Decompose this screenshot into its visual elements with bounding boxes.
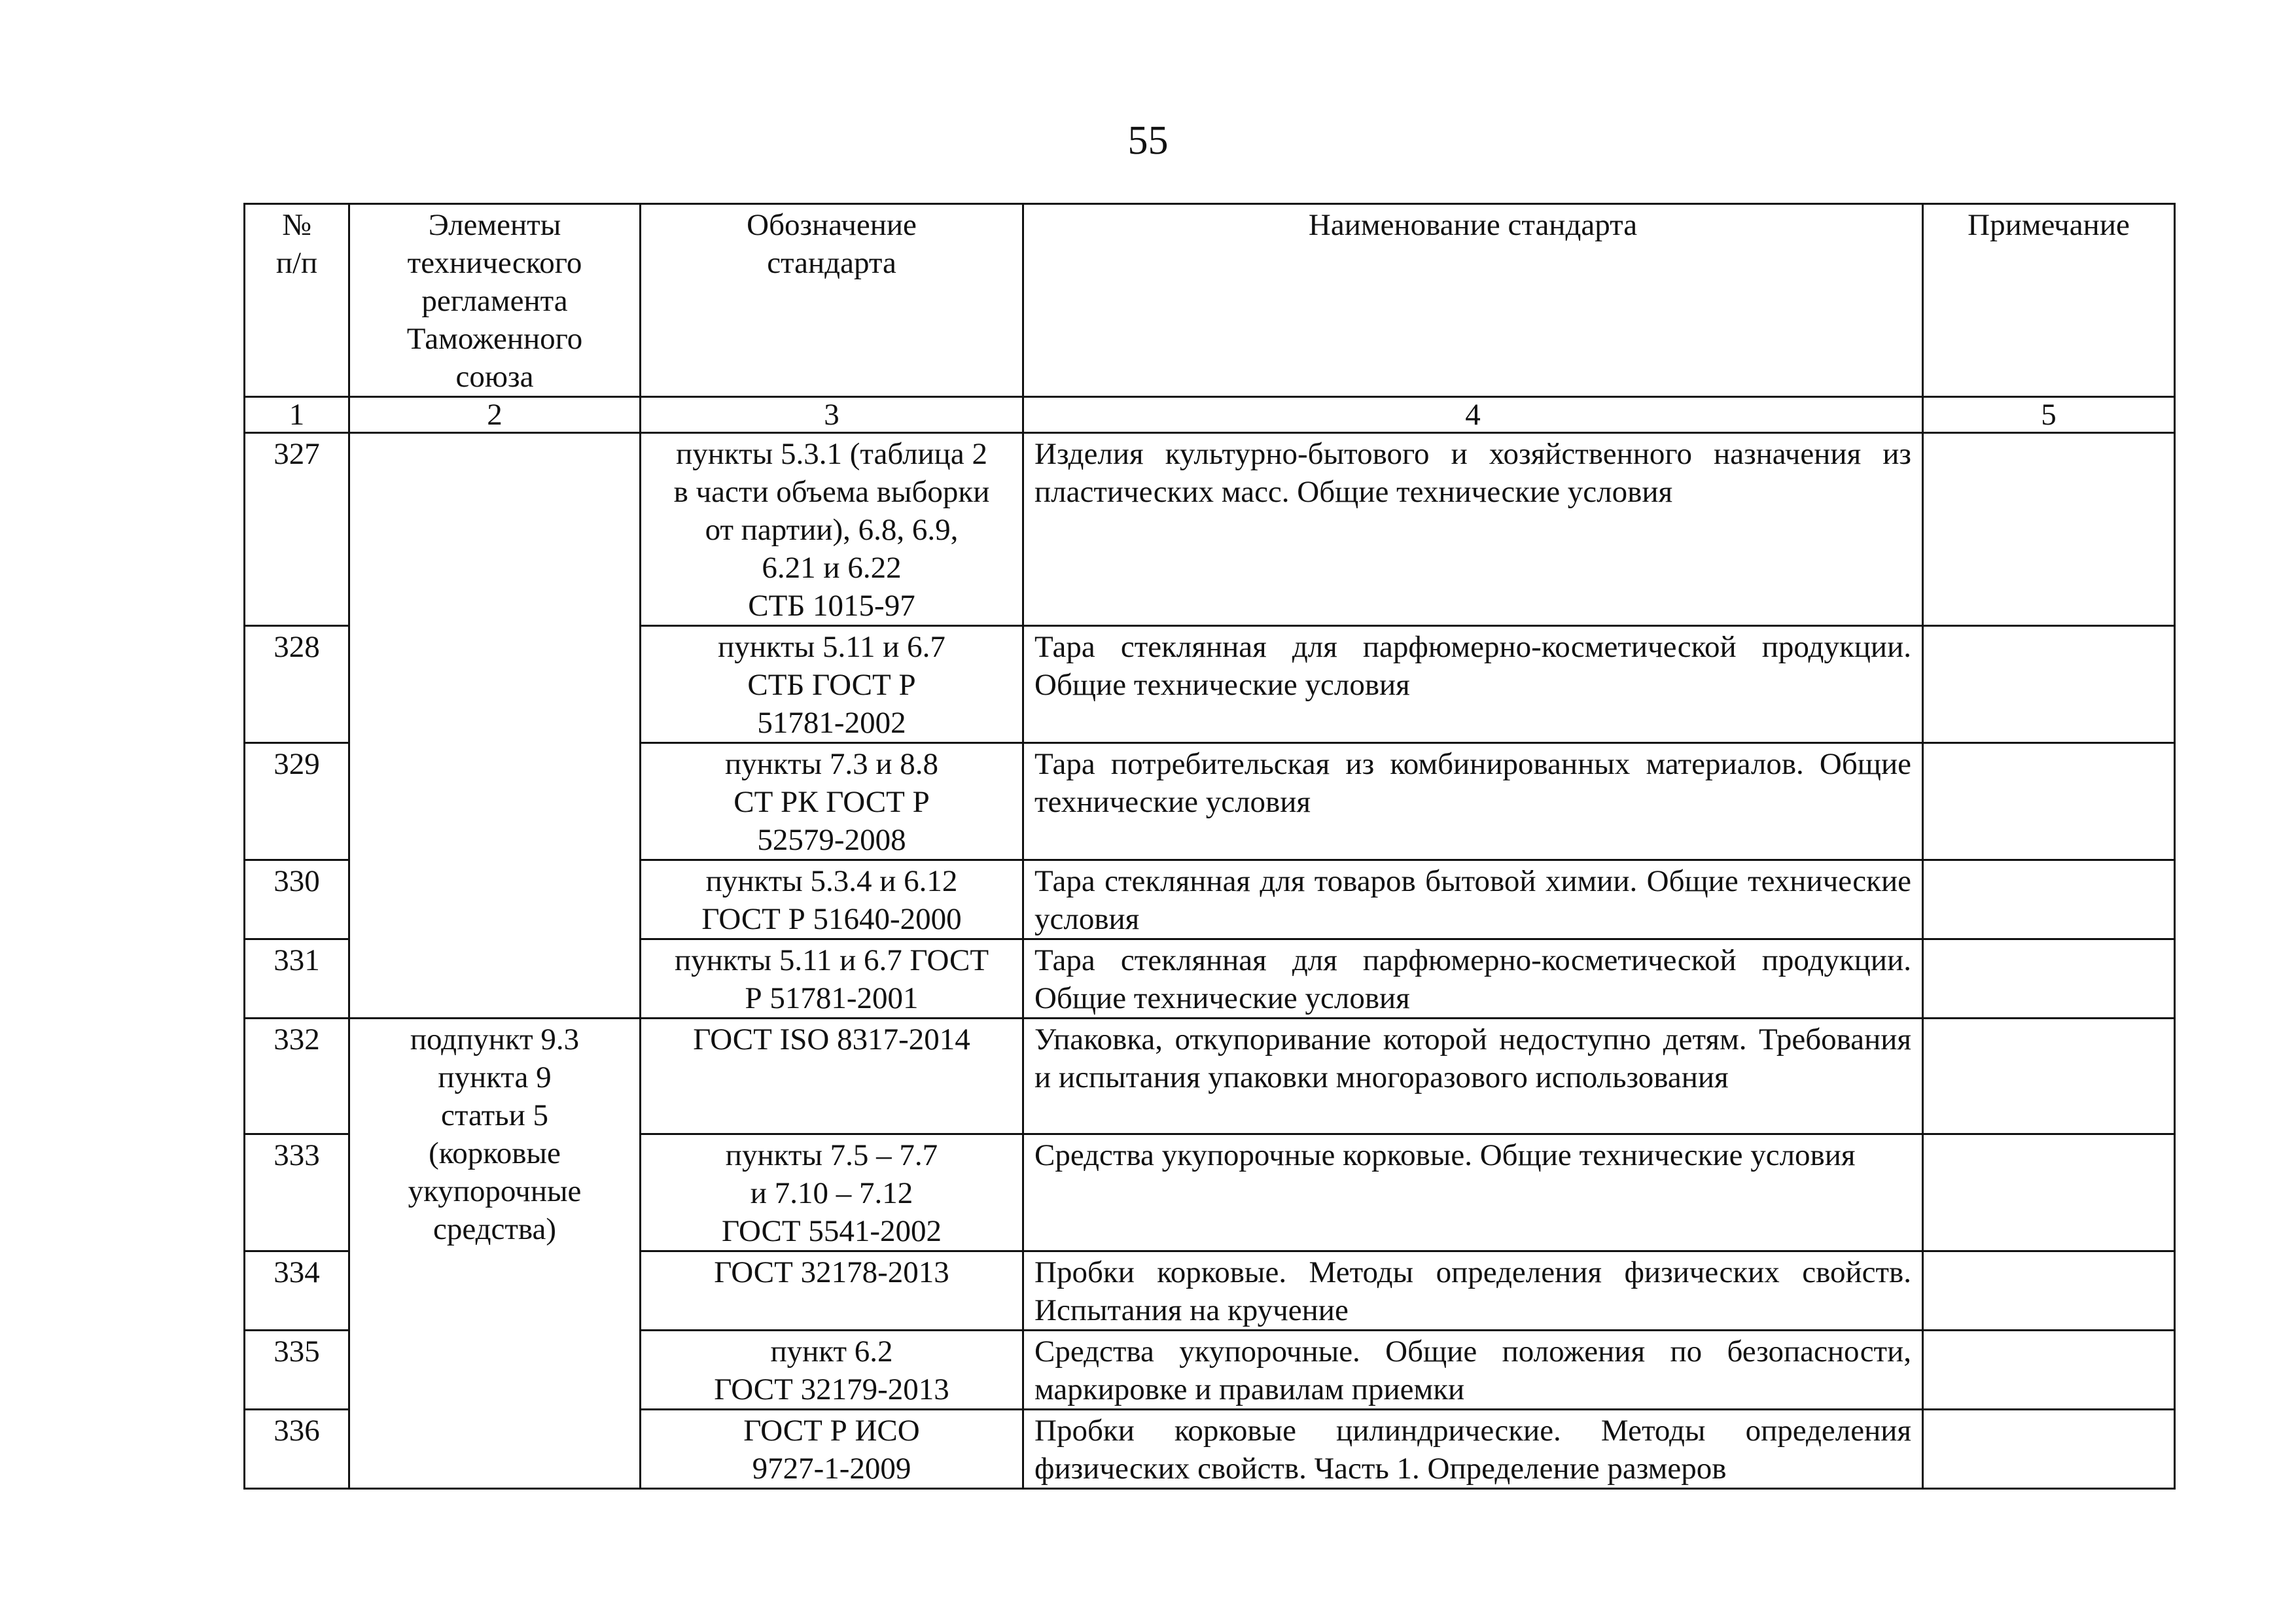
note-cell [1923,433,2175,626]
page-number: 55 [1127,118,1169,163]
header-name: Наименование стандарта [1023,204,1923,397]
note-cell [1923,860,2175,939]
note-cell [1923,1134,2175,1251]
note-cell [1923,1251,2175,1331]
designation-cell: ГОСТ ISO 8317-2014 [641,1019,1023,1134]
row-number: 330 [245,860,349,939]
header-designation: Обозначение стандарта [641,204,1023,397]
element-cell-cork-closures: подпункт 9.3 пункта 9 статьи 5 (корковые укупорочные средства) [349,1019,641,1489]
row-number: 334 [245,1251,349,1331]
designation-cell: ГОСТ Р ИСО 9727-1-2009 [641,1410,1023,1489]
standard-name-cell: Тара стеклянная для парфюмерно-косметической продукции. Общие технические условия [1023,626,1923,743]
table-row [245,1019,2175,1134]
note-cell [1923,1331,2175,1410]
standard-name-cell: Пробки корковые цилиндрические. Методы определения физических свойств. Часть 1. Определение размеров [1023,1410,1923,1489]
note-cell [1923,1410,2175,1489]
designation-cell: ГОСТ 32178-2013 [641,1251,1023,1331]
column-numbers-row [245,397,2175,433]
standard-name-cell: Пробки корковые. Методы определения физических свойств. Испытания на кручение [1023,1251,1923,1331]
row-number: 327 [245,433,349,626]
column-number: 2 [349,397,641,433]
standards-table [243,203,2176,1490]
column-number: 3 [641,397,1023,433]
row-number: 332 [245,1019,349,1134]
designation-cell: пункты 5.11 и 6.7 ГОСТ Р 51781-2001 [641,939,1023,1019]
designation-cell: пункты 7.5 – 7.7 и 7.10 – 7.12 ГОСТ 5541-2002 [641,1134,1023,1251]
standard-name-cell: Тара стеклянная для парфюмерно-косметической продукции. Общие технические условия [1023,939,1923,1019]
row-number: 331 [245,939,349,1019]
column-number: 4 [1023,397,1923,433]
header-num: № п/п [245,204,349,397]
row-number: 329 [245,743,349,860]
standard-name-cell: Тара потребительская из комбинированных материалов. Общие технические условия [1023,743,1923,860]
table-header-row [245,204,2175,397]
table-row [245,433,2175,626]
note-cell [1923,626,2175,743]
header-note: Примечание [1923,204,2175,397]
standard-name-cell: Изделия культурно-бытового и хозяйственного назначения из пластических масс. Общие технические условия [1023,433,1923,626]
designation-cell: пункты 5.3.1 (таблица 2 в части объема выборки от партии), 6.8, 6.9, 6.21 и 6.22 СТБ 1015-97 [641,433,1023,626]
column-number: 1 [245,397,349,433]
standard-name-cell: Тара стеклянная для товаров бытовой химии. Общие технические условия [1023,860,1923,939]
note-cell [1923,743,2175,860]
row-number: 335 [245,1331,349,1410]
row-number: 333 [245,1134,349,1251]
row-number: 328 [245,626,349,743]
designation-cell: пункт 6.2 ГОСТ 32179-2013 [641,1331,1023,1410]
header-elements: Элементы технического регламента Таможенного союза [349,204,641,397]
row-number: 336 [245,1410,349,1489]
element-cell-empty [349,433,641,1019]
designation-cell: пункты 7.3 и 8.8 СТ РК ГОСТ Р 52579-2008 [641,743,1023,860]
note-cell [1923,939,2175,1019]
column-number: 5 [1923,397,2175,433]
designation-cell: пункты 5.3.4 и 6.12 ГОСТ Р 51640-2000 [641,860,1023,939]
standard-name-cell: Упаковка, откупоривание которой недоступно детям. Требования и испытания упаковки многоразового использования [1023,1019,1923,1134]
note-cell [1923,1019,2175,1134]
standard-name-cell: Средства укупорочные. Общие положения по безопасности, маркировке и правилам приемки [1023,1331,1923,1410]
designation-cell: пункты 5.11 и 6.7 СТБ ГОСТ Р 51781-2002 [641,626,1023,743]
standard-name-cell: Средства укупорочные корковые. Общие технические условия [1023,1134,1923,1251]
